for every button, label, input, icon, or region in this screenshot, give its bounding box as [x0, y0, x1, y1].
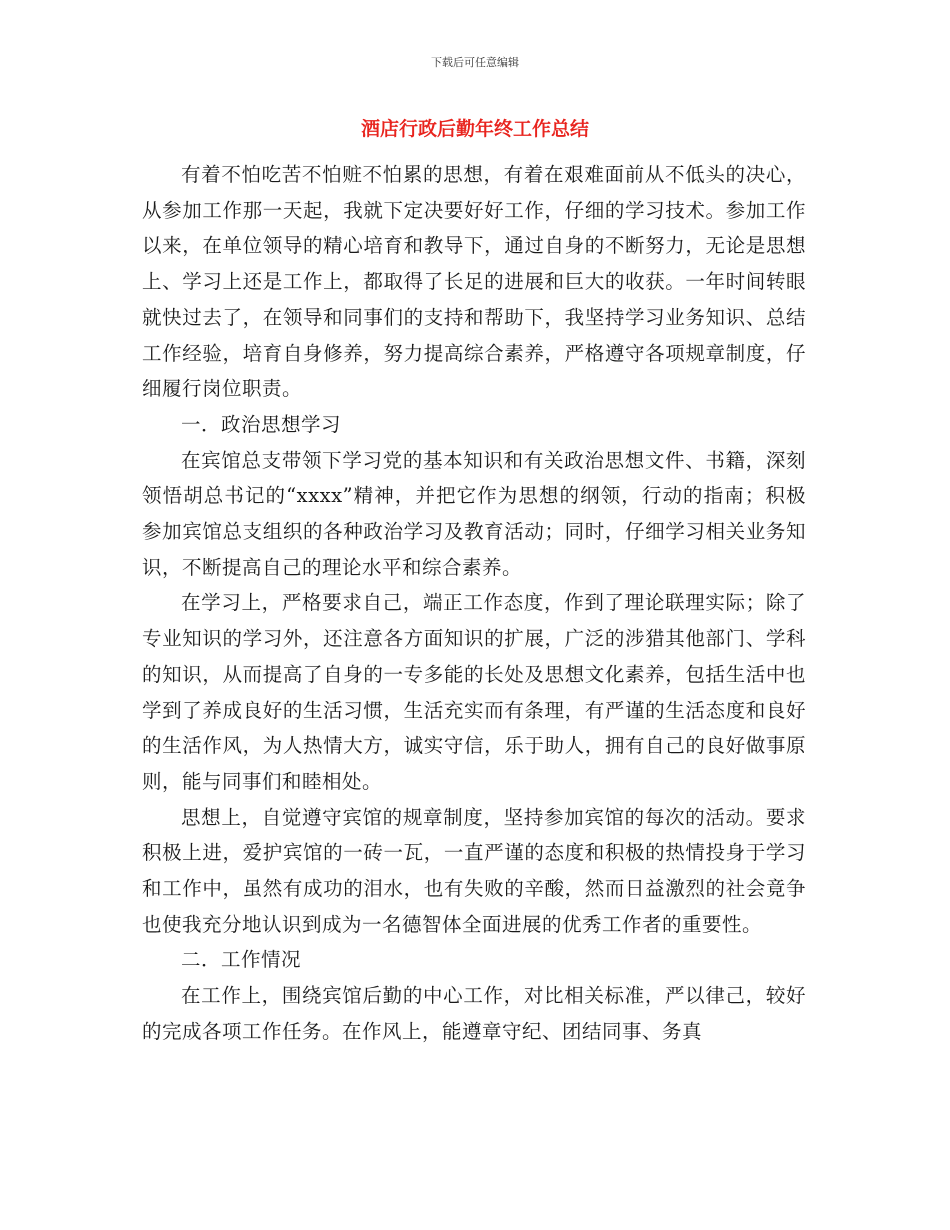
- paragraph-learning: 在学习上，严格要求自己，端正工作态度，作到了理论联理实际；除了专业知识的学习外，还注意各方面知识的扩展，广泛的涉猎其他部门、学科的知识，从而提高了自身的一专多能的长处及思想文化素养，包括生活中也学到了养成良好的生活习惯，生活充实而有条理，有严谨的生活态度和良好的生活作风，为人热情大方，诚实守信，乐于助人，拥有自己的良好做事原则，能与同事们和睦相处。: [142, 591, 806, 793]
- paragraph-thinking: 思想上，自觉遵守宾馆的规章制度，坚持参加宾馆的每次的活动。要求积极上进，爱护宾馆的一砖一瓦，一直严谨的态度和积极的热情投身于学习和工作中，虽然有成功的泪水，也有失败的辛酸，然而日益激烈的社会竟争也使我充分地认识到成为一名德智体全面进展的优秀工作者的重要性。: [142, 805, 806, 936]
- paragraph-political-study: 在宾馆总支带领下学习党的基本知识和有关政治思想文件、书籍，深刻领悟胡总书记的“xxxx”精神，并把它作为思想的纲领，行动的指南；积极参加宾馆总支组织的各种政治学习及教育活动；同时，仔细学习相关业务知识，不断提高自己的理论水平和综合素养。: [142, 448, 806, 579]
- document-body: [142, 157, 806, 1050]
- document-title: 酒店行政后勤年终工作总结: [360, 118, 589, 140]
- paragraph-intro: 有着不怕吃苦不怕赃不怕累的思想，有着在艰难面前从不低头的决心，从参加工作那一天起，我就下定决要好好工作，仔细的学习技术。参加工作以来，在单位领导的精心培育和教导下，通过自身的不断努力，无论是思想上、学习上还是工作上，都取得了长足的进展和巨大的收获。一年时间转眼就快过去了，在领导和同事们的支持和帮助下，我坚持学习业务知识、总结工作经验，培育自身修养，努力提高综合素养，严格遵守各项规章制度，仔细履行岗位职责。: [142, 163, 806, 401]
- section-heading-political-study: 一．政治思想学习: [181, 412, 342, 436]
- paragraph-work: 在工作上，围绕宾馆后勤的中心工作，对比相关标准，严以律己，较好的完成各项工作任务。在作风上，能遵章守纪、团结同事、务真: [142, 984, 806, 1043]
- section-heading-work-situation: 二．工作情况: [181, 948, 302, 972]
- header-note: 下载后可任意编辑: [431, 56, 519, 69]
